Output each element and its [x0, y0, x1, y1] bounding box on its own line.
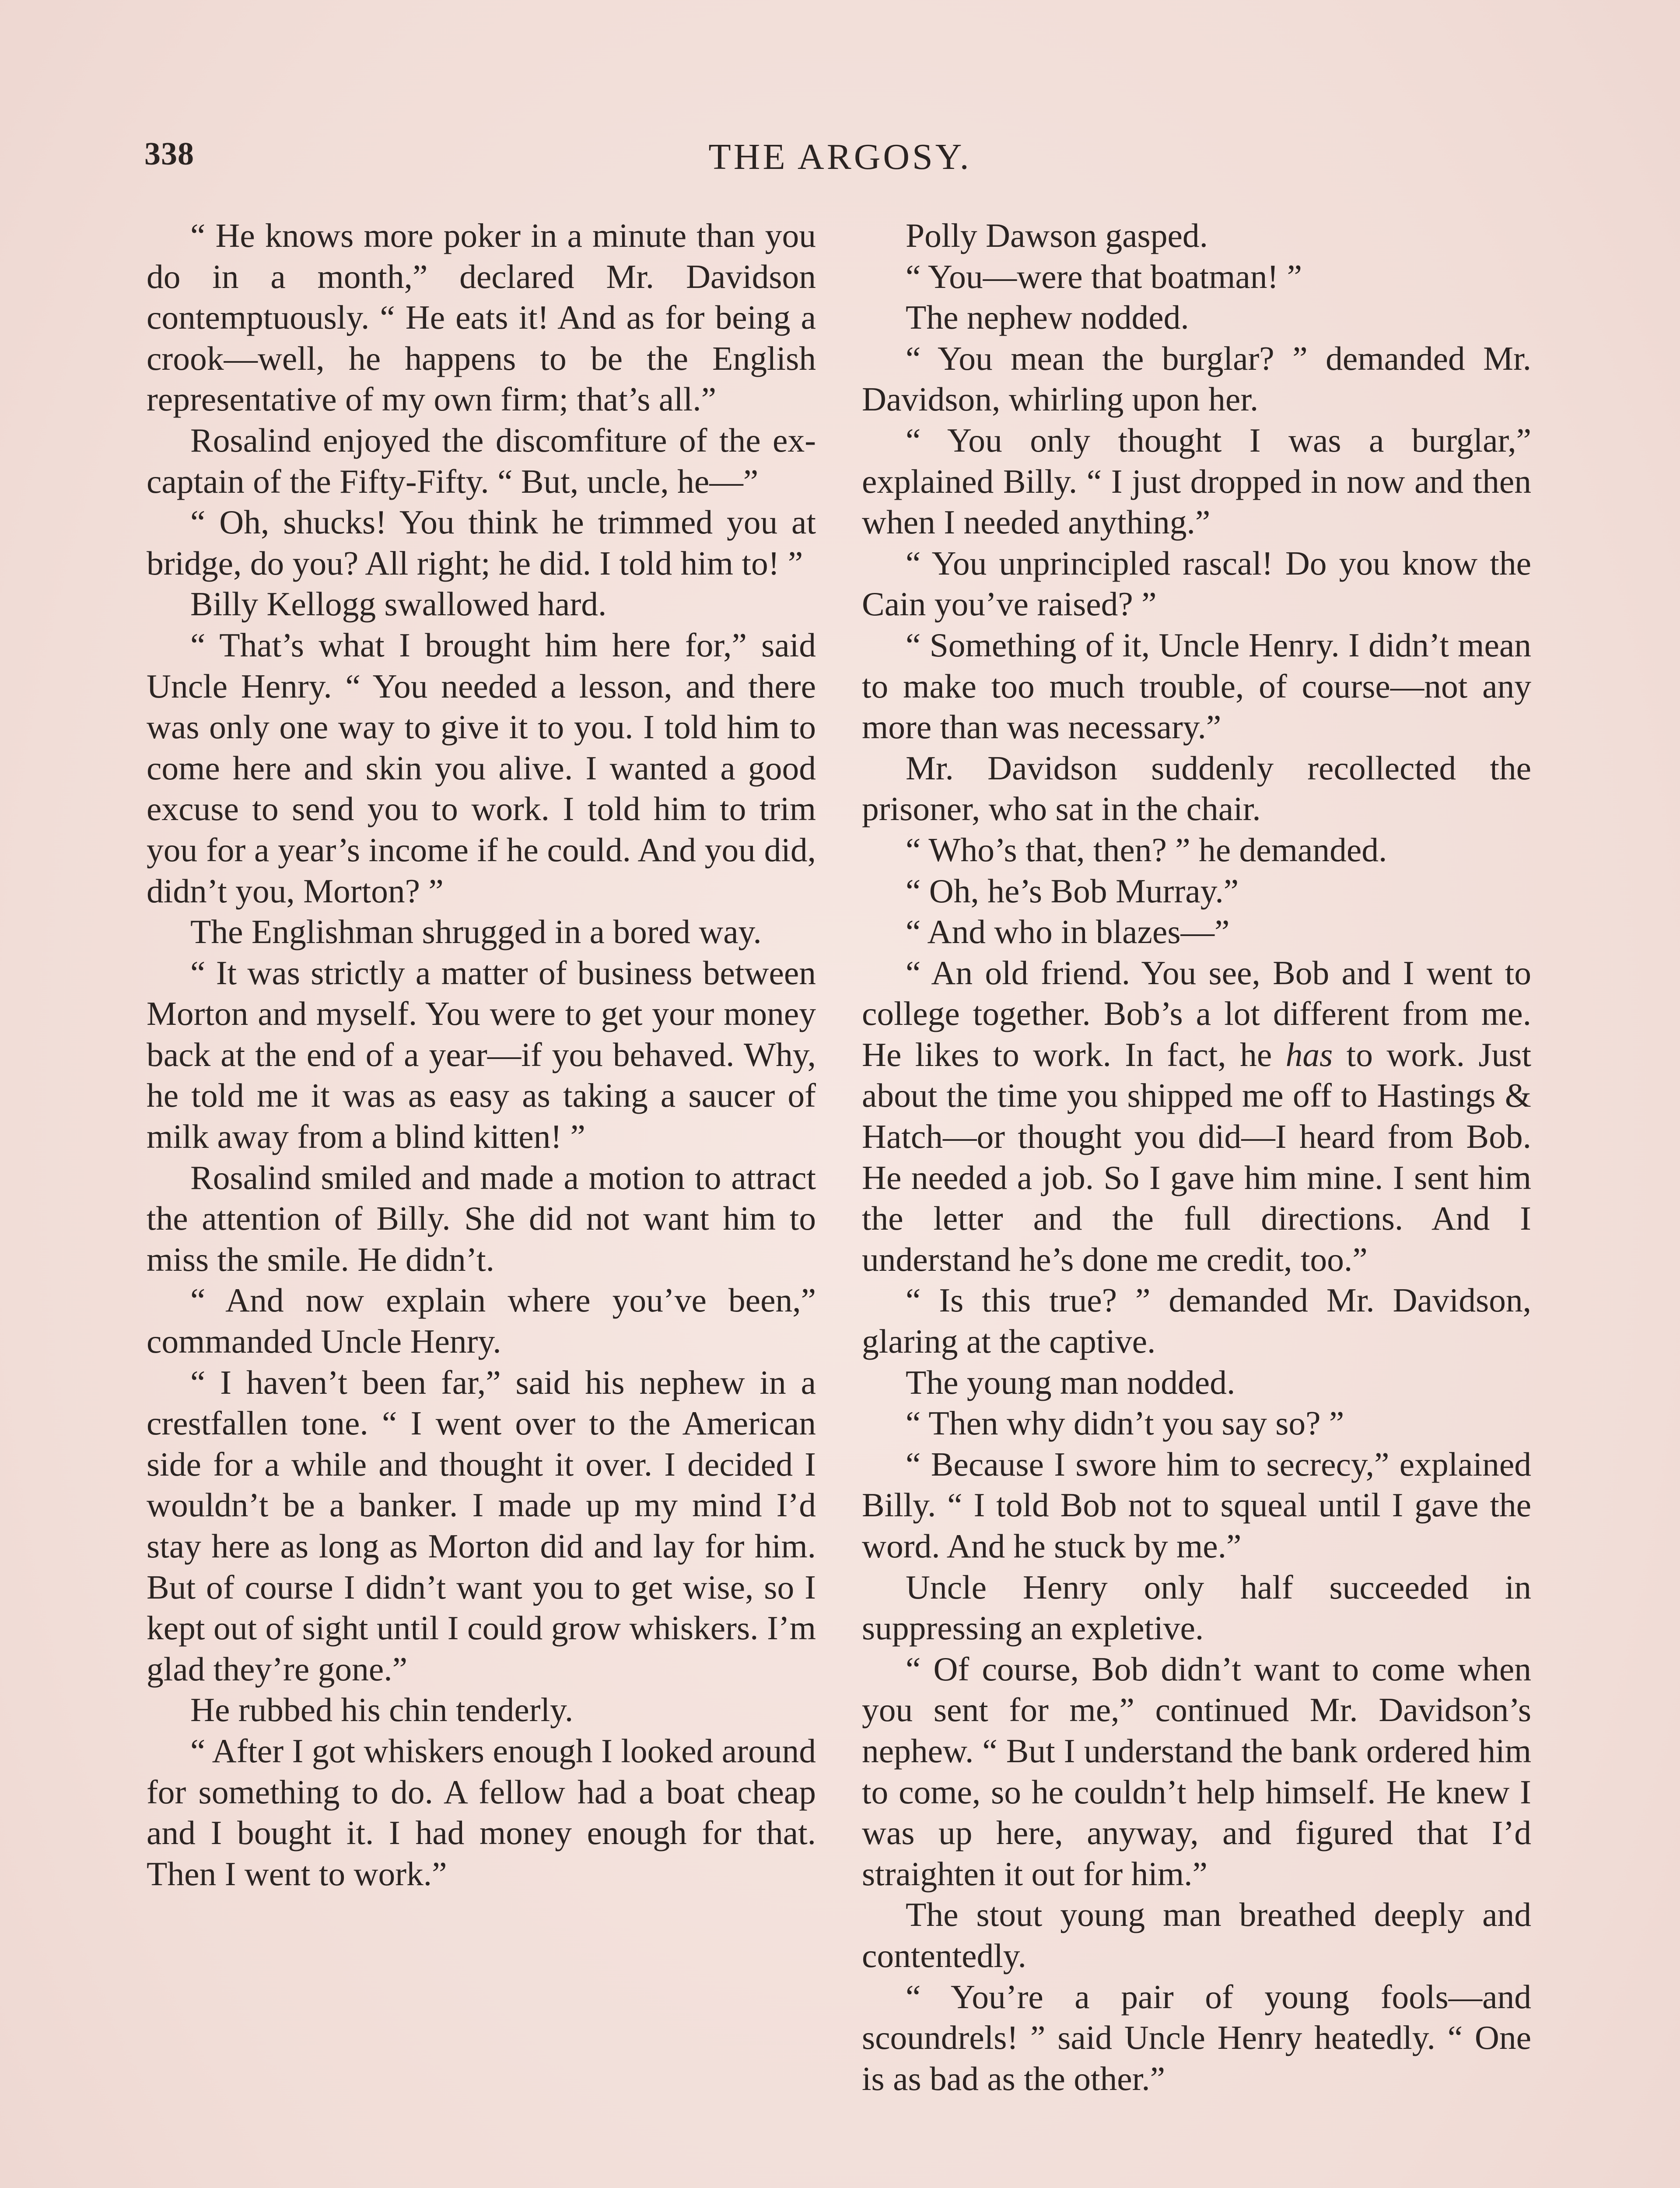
paragraph: “ Is this true? ” demanded Mr. Davidson, glaring at the captive.	[862, 1281, 1531, 1360]
paragraph: “ He knows more poker in a minute than you do in a month,” declared Mr. Davidson contemptuously. “ He eats it! And as for being a crook—well, he happens to be the English representative of my own firm; that’s all.”	[147, 217, 816, 418]
page-header	[144, 131, 1536, 184]
paragraph: “ You mean the burglar? ” demanded Mr. Davidson, whirling upon her.	[862, 339, 1531, 418]
paragraph: He rubbed his chin tenderly.	[190, 1691, 574, 1729]
paragraph: Rosalind smiled and made a motion to attract the attention of Billy. She did not want him to miss the smile. He didn’t.	[147, 1158, 816, 1278]
paragraph: “ You only thought I was a burglar,” explained Billy. “ I just dropped in now and then when I needed anything.”	[862, 421, 1531, 541]
paragraph: “ That’s what I brought him here for,” said Uncle Henry. “ You needed a lesson, and there was only one way to give it to you. I told him to come here and skin you alive. I wanted a good excuse to send you to work. I told him to trim you for a year’s income if he could. And you did, didn’t you, Morton? ”	[147, 626, 816, 910]
left-column	[147, 215, 816, 1894]
paragraph: “ Who’s that, then? ” he demanded.	[906, 831, 1387, 869]
paragraph: Uncle Henry only half succeeded in suppressing an expletive.	[862, 1568, 1531, 1647]
paragraph: “ You—were that boatman! ”	[906, 257, 1302, 295]
paragraph: “ Of course, Bob didn’t want to come when you sent for me,” continued Mr. Davidson’s nephew. “ But I understand the bank ordered him to come, so he couldn’t help himself. He knew I was up here, anyway, and figured that I’d straighten it out for him.”	[862, 1650, 1531, 1893]
paragraph: “ An old friend. You see, Bob and I went to college together. Bob’s a lot different from me. He likes to work. In fact, he has to work. Just about the time you shipped me off to Hastings & Hatch—or thought you did—I heard from Bob. He needed a job. So I gave him mine. I sent him the letter and the full directions. And I understand he’s done me credit, too.”	[862, 954, 1531, 1278]
paragraph: Mr. Davidson suddenly recollected the prisoner, who sat in the chair.	[862, 749, 1531, 828]
paragraph: “ Oh, he’s Bob Murray.”	[906, 872, 1239, 910]
paragraph: “ You unprincipled rascal! Do you know the Cain you’ve raised? ”	[862, 544, 1531, 623]
right-column	[862, 215, 1531, 2099]
paragraph: Billy Kellogg swallowed hard.	[190, 585, 607, 623]
paragraph: “ I haven’t been far,” said his nephew in a crestfallen tone. “ I went over to the American side for a while and thought it over. I decided I wouldn’t be a banker. I made up my mind I’d stay here as long as Morton did and lay for him. But of course I didn’t want you to get wise, so I kept out of sight until I could grow whiskers. I’m glad they’re gone.”	[147, 1363, 816, 1688]
paragraph: “ Oh, shucks! You think he trimmed you at bridge, do you? All right; he did. I told him to! ”	[147, 503, 816, 582]
paragraph: The nephew nodded.	[906, 298, 1189, 337]
emphasis: has	[1285, 1035, 1333, 1073]
paragraph: The Englishman shrugged in a bored way.	[190, 913, 762, 951]
page-number: 338	[144, 136, 194, 172]
paragraph: Rosalind enjoyed the discomfiture of the ex-captain of the Fifty-Fifty. “ But, uncle, he—”	[147, 421, 816, 500]
paragraph: “ You’re a pair of young fools—and scoundrels! ” said Uncle Henry heatedly. “ One is as bad as the other.”	[862, 1978, 1531, 2097]
paragraph: The young man nodded.	[906, 1363, 1236, 1401]
paragraph: “ And who in blazes—”	[906, 913, 1230, 951]
paragraph: “ Because I swore him to secrecy,” explained Billy. “ I told Bob not to squeal until I gave the word. And he stuck by me.”	[862, 1445, 1531, 1565]
running-head: THE ARGOSY.	[708, 137, 972, 177]
paragraph: “ It was strictly a matter of business between Morton and myself. You were to get your money back at the end of a year—if you behaved. Why, he told me it was as easy as taking a saucer of milk away from a blind kitten! ”	[147, 954, 816, 1156]
paragraph: “ Something of it, Uncle Henry. I didn’t mean to make too much trouble, of course—not any more than was necessary.”	[862, 626, 1531, 746]
paragraph: “ And now explain where you’ve been,” commanded Uncle Henry.	[147, 1281, 816, 1360]
paragraph: “ After I got whiskers enough I looked around for something to do. A fellow had a boat cheap and I bought it. I had money enough for that. Then I went to work.”	[147, 1732, 816, 1893]
paragraph: Polly Dawson gasped.	[906, 217, 1208, 254]
paragraph: “ Then why didn’t you say so? ”	[906, 1404, 1344, 1442]
paragraph: The stout young man breathed deeply and contentedly.	[862, 1896, 1531, 1974]
